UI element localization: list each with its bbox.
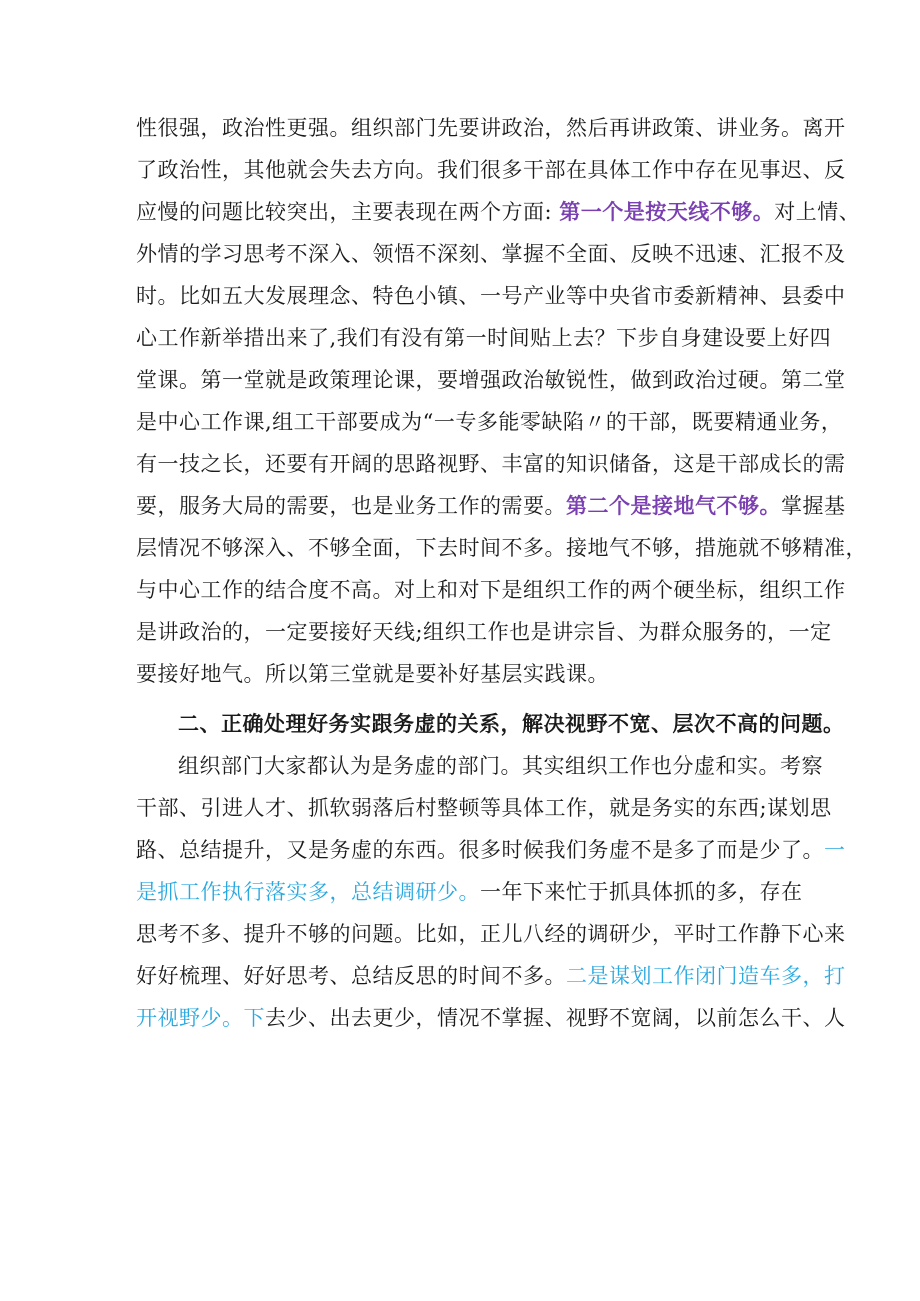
text-segment: 干部、引进人才、抓软弱落后村整顿等具体工作，就是务实的东西;谋划思 — [136, 796, 832, 820]
text-segment: 好好梳理、好好思考、总结反思的时间不多。 — [136, 964, 566, 988]
text-segment: 堂课。第一堂就是政策理论课，要增强政治敏锐性，做到政治过硬。第二堂 — [136, 368, 846, 392]
text-line — [136, 278, 846, 314]
text-segment: 有一技之长，还要有开阔的思路视野、丰富的知识储备，这是干部成长的需 — [136, 452, 846, 476]
text-segment: 二是谋划工作闭门造车多，打 — [566, 964, 846, 988]
text-segment: 二、正确处理好务实跟务虚的关系，解决视野不宽、层次不高的问题。 — [178, 712, 845, 736]
text-segment: 层情况不够深入、不够全面，下去时间不多。接地气不够，措施就不够精准， — [136, 536, 867, 560]
text-segment: 思考不多、提升不够的问题。比如，正儿八经的调研少，平时工作静下心来 — [136, 922, 846, 946]
text-segment: 开视野少。下 — [136, 1006, 265, 1030]
text-line — [178, 706, 845, 742]
text-segment: 是抓工作执行落实多，总结调研少。 — [136, 880, 480, 904]
text-segment: 了政治性，其他就会失去方向。我们很多干部在具体工作中存在见事迟、反 — [136, 158, 846, 182]
text-segment: 应慢的问题比较突出，主要表现在两个方面: — [136, 200, 560, 224]
text-segment: 外情的学习思考不深入、领悟不深刻、掌握不全面、反映不迅速、汇报不及 — [136, 242, 846, 266]
text-line — [136, 1000, 846, 1036]
text-line — [136, 404, 843, 440]
text-segment: 心工作新举措出来了,我们有没有第一时间贴上去？下步自身建设要上好四 — [136, 326, 832, 350]
text-segment: 时。比如五大发展理念、特色小镇、一号产业等中央省市委新精神、县委中 — [136, 284, 846, 308]
text-line — [136, 656, 788, 692]
text-line — [136, 530, 867, 566]
text-line — [136, 194, 861, 230]
text-line — [136, 874, 803, 910]
text-segment: 路、总结提升，又是务虚的东西。很多时候我们务虚不是多了而是少了。 — [136, 838, 824, 862]
text-segment: 对上情、 — [774, 200, 861, 224]
text-segment: 是中心工作课,组工干部要成为“一专多能零缺陷〃的干部，既要精通业务， — [136, 410, 843, 434]
text-line — [136, 446, 846, 482]
text-line — [136, 362, 846, 398]
text-segment: 一 — [824, 838, 846, 862]
text-line — [136, 614, 832, 650]
text-line — [136, 958, 846, 994]
text-line — [136, 916, 846, 952]
text-line — [136, 832, 846, 868]
text-line — [178, 748, 823, 784]
text-segment: 一年下来忙于抓具体抓的多，存在 — [480, 880, 803, 904]
text-segment: 性很强，政治性更强。组织部门先要讲政治，然后再讲政策、讲业务。离开 — [136, 116, 846, 140]
text-line — [136, 572, 846, 608]
text-segment: 去少、出去更少，情况不掌握、视野不宽阔，以前怎么干、人 — [265, 1006, 846, 1030]
text-segment: 第二个是接地气不够。 — [566, 494, 781, 518]
text-line — [136, 110, 846, 146]
text-line — [136, 152, 846, 188]
text-segment: 是讲政治的，一定要接好天线;组织工作也是讲宗旨、为群众服务的，一定 — [136, 620, 832, 644]
text-segment: 组织部门大家都认为是务虚的部门。其实组织工作也分虚和实。考察 — [178, 754, 823, 778]
text-line — [136, 236, 846, 272]
text-line — [136, 790, 832, 826]
text-segment: 要接好地气。所以第三堂就是要补好基层实践课。 — [136, 662, 609, 686]
text-segment: 与中心工作的结合度不高。对上和对下是组织工作的两个硬坐标，组织工作 — [136, 578, 846, 602]
text-line — [136, 488, 846, 524]
text-line — [136, 320, 832, 356]
text-segment: 要，服务大局的需要，也是业务工作的需要。 — [136, 494, 566, 518]
text-segment: 掌握基 — [781, 494, 846, 518]
text-segment: 第一个是按天线不够。 — [559, 200, 775, 224]
